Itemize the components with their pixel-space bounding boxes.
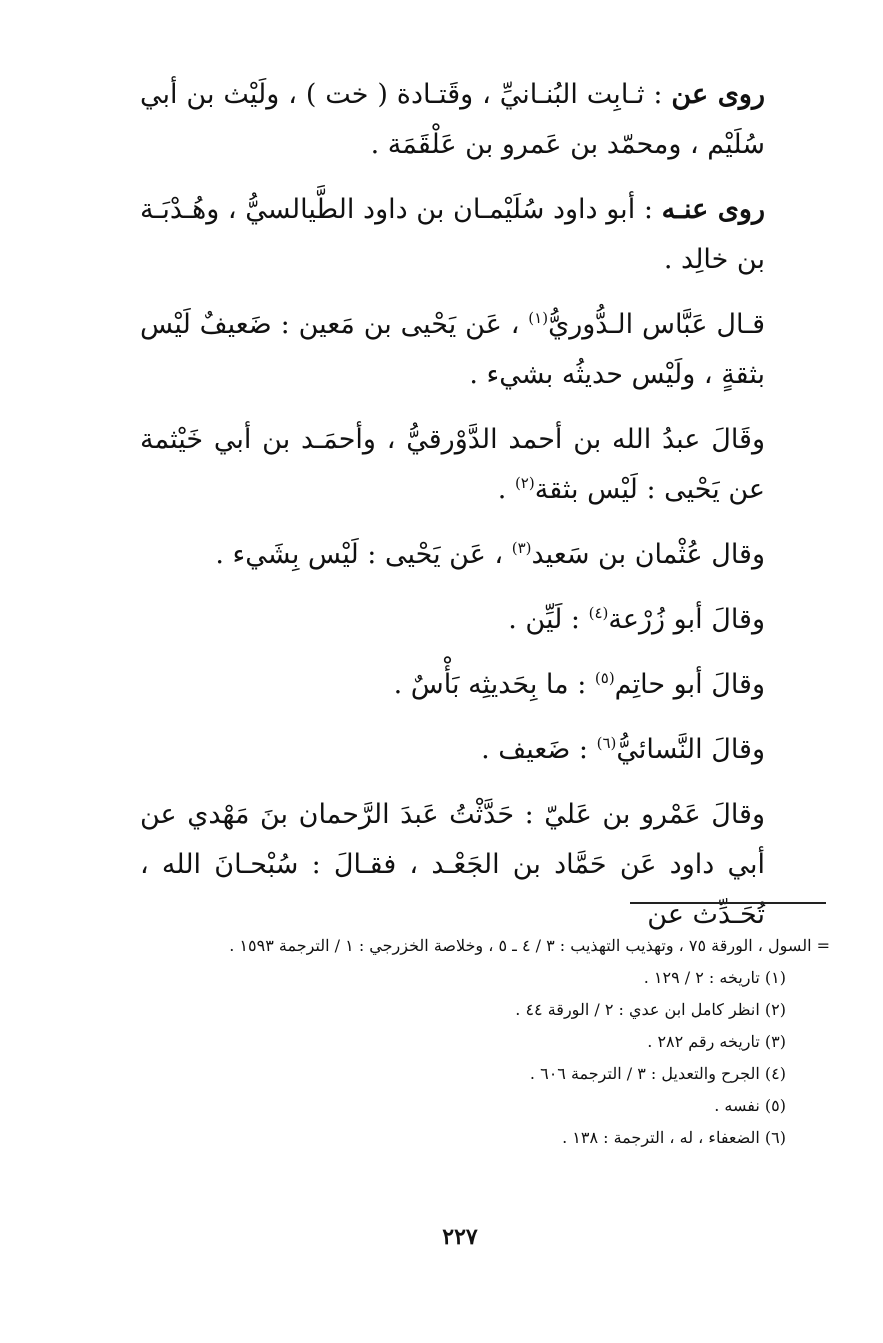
- paragraph-text: وقالَ أبو زُرْعة: [608, 604, 765, 635]
- paragraph-text: : ثـابِت البُنـانيِّ ، وقَتـادة ( خت ) ، ولَيْث بن أبي سُلَيْم ، ومحمّد بن عَمرو بن عَلْقَمَة .: [140, 79, 765, 160]
- paragraph-abbas-duri: [140, 300, 765, 400]
- footnote-ref: (٦): [596, 734, 617, 752]
- paragraph-text: .: [497, 474, 507, 505]
- paragraph-narrated-from: [140, 70, 765, 170]
- footnote-ref: (١): [528, 309, 549, 327]
- paragraph-dawraqi: [140, 415, 765, 515]
- paragraph-text: : لَيِّن .: [508, 604, 581, 635]
- paragraph-text: وقالَ النَّسائيُّ: [616, 734, 765, 765]
- paragraph-amr-ibn-ali: [140, 790, 765, 940]
- paragraph-abu-zura: [140, 595, 765, 645]
- paragraph-text: وقالَ عَمْرو بن عَليّ : حَدَّثْتُ عَبدَ الرَّحمان بنَ مَهْدي عن أبي داود عَن حَمَّاد بن الجَعْـد ، فقـالَ : سُبْحـانَ الله ، تُحَـدِّث عن: [140, 799, 765, 930]
- paragraph-uthman: [140, 530, 765, 580]
- footnote-item: (٤) الجرح والتعديل : ٣ / الترجمة ٦٠٦ .: [529, 1064, 786, 1083]
- label-narrated-by: روى عنـه: [661, 194, 765, 225]
- page-number: ٢٢٧: [442, 1224, 478, 1250]
- footnote-divider: [630, 902, 826, 904]
- paragraph-text: وقال عُثْمان بن سَعيد: [531, 539, 765, 570]
- footnote-item: (٦) الضعفاء ، له ، الترجمة : ١٣٨ .: [562, 1128, 786, 1147]
- paragraph-text: : ما بِحَديثِه بَأْسٌ .: [393, 669, 587, 700]
- paragraph-narrated-by: [140, 185, 765, 285]
- paragraph-text: ، عَن يَحْيى بن مَعين : ضَعيفٌ لَيْس بثقةٍ ، ولَيْس حديثُه بشيء .: [140, 309, 765, 390]
- footnote-item: (٣) تاريخه رقم ٢٨٢ .: [647, 1032, 786, 1051]
- paragraph-abu-hatim: [140, 660, 765, 710]
- footnote-ref: (٥): [594, 669, 615, 687]
- label-narrated-from: روى عن: [671, 79, 765, 110]
- footnote-continued: = السول ، الورقة ٧٥ ، وتهذيب التهذيب : ٣ / ٤ ـ ٥ ، وخلاصة الخزرجي : ١ / الترجمة ١٥٩٣ .: [229, 936, 830, 955]
- paragraph-text: : أبو داود سُلَيْمـان بن داود الطَّيالسيُّ ، وهُـدْبَـة بن خالِد .: [140, 194, 765, 275]
- paragraph-text: وقالَ أبو حاتِم: [614, 669, 765, 700]
- paragraph-text: قـال عَبَّاس الـدُّوريُّ: [548, 309, 765, 340]
- paragraph-text: وقَالَ عبدُ الله بن أحمد الدَّوْرقيُّ ، وأحمَـد بن أبي خَيْثمة عن يَحْيى : لَيْس بثقة: [140, 424, 765, 505]
- footnote-list: [140, 962, 830, 1154]
- footnote-item: (٥) نفسه .: [714, 1096, 786, 1115]
- footnote-ref: (٣): [511, 539, 532, 557]
- footnote-ref: (٤): [588, 604, 609, 622]
- footnote-ref: (٢): [514, 474, 535, 492]
- paragraph-text: ، عَن يَحْيى : لَيْس بِشَيء .: [215, 539, 504, 570]
- paragraph-nasai: [140, 725, 765, 775]
- paragraph-text: : ضَعيف .: [481, 734, 589, 765]
- footnotes: [140, 930, 830, 1154]
- main-text: [140, 70, 765, 955]
- footnote-item: (١) تاريخه : ٢ / ١٢٩ .: [643, 968, 786, 987]
- footnote-item: (٢) انظر كامل ابن عدي : ٢ / الورقة ٤٤ .: [515, 1000, 786, 1019]
